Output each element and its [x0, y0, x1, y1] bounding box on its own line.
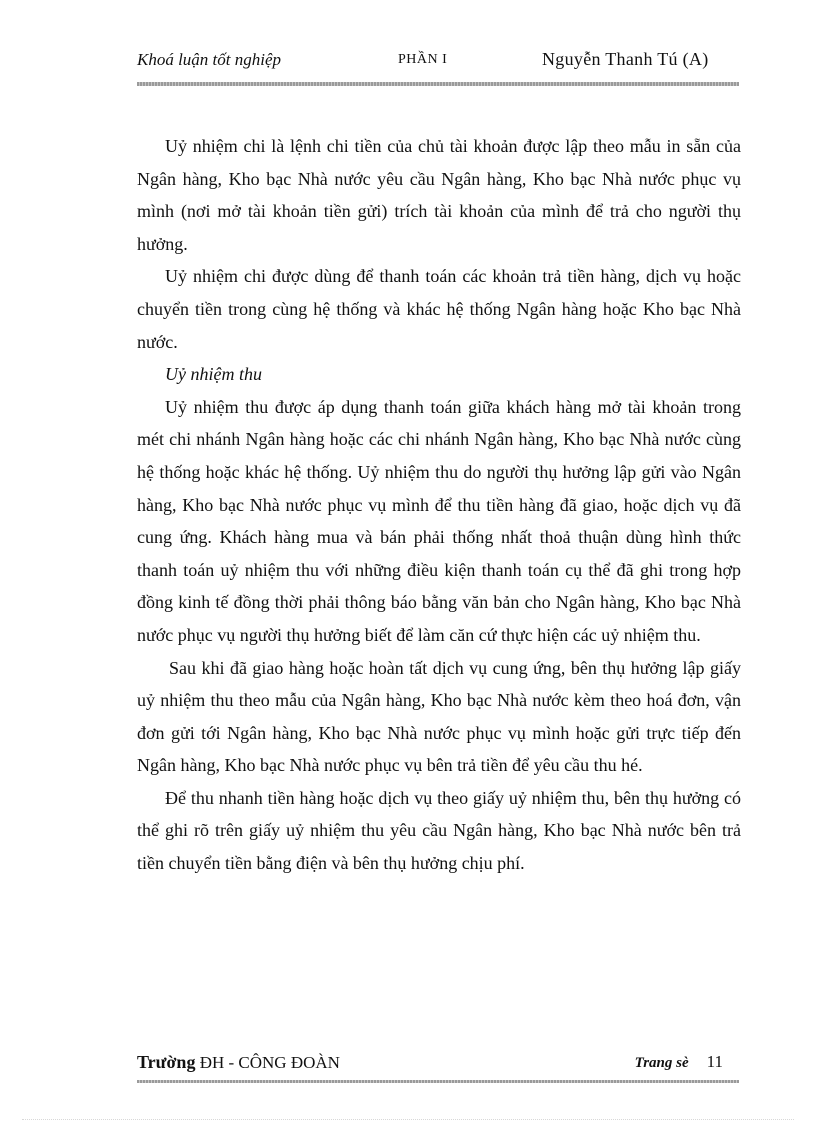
- paragraph-uy-nhiem-thu-definition: Uỷ nhiệm thu được áp dụng thanh toán giữa khách hàng mở tài khoản trong mét chi nhánh Ngân hàng hoặc các chi nhánh Ngân hàng, Kho bạc Nhà nước cùng hệ thống hoặc khác hệ thống. Uỷ nhiệm thu do người thụ hưởng lập gửi vào Ngân hàng, Kho bạc Nhà nước phục vụ mình để thu tiền hàng đã giao, hoặc dịch vụ đã cung ứng. Khách hàng mua và bán phải thống nhất thoả thuận dùng hình thức thanh toán uỷ nhiệm thu với những điều kiện thanh toán cụ thể đã ghi trong hợp đồng kinh tế đồng thời phải thông báo bằng văn bản cho Ngân hàng, Kho bạc Nhà nước phục vụ người thụ hưởng biết để làm căn cứ thực hiện các uỷ nhiệm thu.: [137, 396, 741, 645]
- page-bottom-edge: [22, 1119, 794, 1120]
- footer-school-bold: Trường: [137, 1052, 196, 1072]
- footer-school: [137, 1052, 340, 1073]
- footer-school-name: ĐH - CÔNG ĐOÀN: [199, 1053, 340, 1072]
- page-body: [137, 130, 741, 880]
- header-thesis-title: Khoá luận tốt nghiệp: [137, 50, 282, 69]
- footer-divider: [137, 1080, 739, 1083]
- footer-page-label: Trang sè: [634, 1055, 689, 1071]
- paragraph-uy-nhiem-thu-fast-collection: Để thu nhanh tiền hàng hoặc dịch vụ theo giấy uỷ nhiệm thu, bên thụ hưởng có thể ghi rõ trên giấy uỷ nhiệm thu yêu cầu Ngân hàng, Kho bạc Nhà nước bên trả tiền chuyển tiền bằng điện và bên thụ hưởng chịu phí.: [137, 787, 741, 874]
- paragraph-uy-nhiem-chi-usage: Uỷ nhiệm chi được dùng để thanh toán các khoản trả tiền hàng, dịch vụ hoặc chuyển tiền trong cùng hệ thống và khác hệ thống Ngân hàng hoặc Kho bạc Nhà nước.: [137, 266, 741, 352]
- header-part-label: PHẦN I: [398, 52, 448, 67]
- paragraph-uy-nhiem-thu-procedure: Sau khi đã giao hàng hoặc hoàn tất dịch vụ cung ứng, bên thụ hưởng lập giấy uỷ nhiệm thu theo mẫu của Ngân hàng, Kho bạc Nhà nước kèm theo hoá đơn, vận đơn gửi tới Ngân hàng, Kho bạc Nhà nước phục vụ mình hoặc gửi trực tiếp đến Ngân hàng, Kho bạc Nhà nước phục vụ bên trả tiền để yêu cầu thu hé.: [137, 657, 741, 776]
- page-header: [137, 44, 739, 84]
- footer-page-number: 11: [706, 1052, 723, 1071]
- section-subheading-uy-nhiem-thu: Uỷ nhiệm thu: [165, 364, 262, 385]
- header-divider: [137, 82, 739, 86]
- paragraph-uy-nhiem-chi-definition: Uỷ nhiệm chi là lệnh chi tiền của chủ tài khoản được lập theo mẫu in sẵn của Ngân hàng, Kho bạc Nhà nước yêu cầu Ngân hàng, Kho bạc Nhà nước phục vụ mình (nơi mở tài khoản tiền gửi) trích tài khoản của mình để trả cho người thụ hưởng.: [137, 136, 741, 254]
- page-footer: [137, 1052, 739, 1078]
- footer-page-info: [635, 1052, 723, 1072]
- header-author-name: Nguyễn Thanh Tú (A): [542, 49, 709, 69]
